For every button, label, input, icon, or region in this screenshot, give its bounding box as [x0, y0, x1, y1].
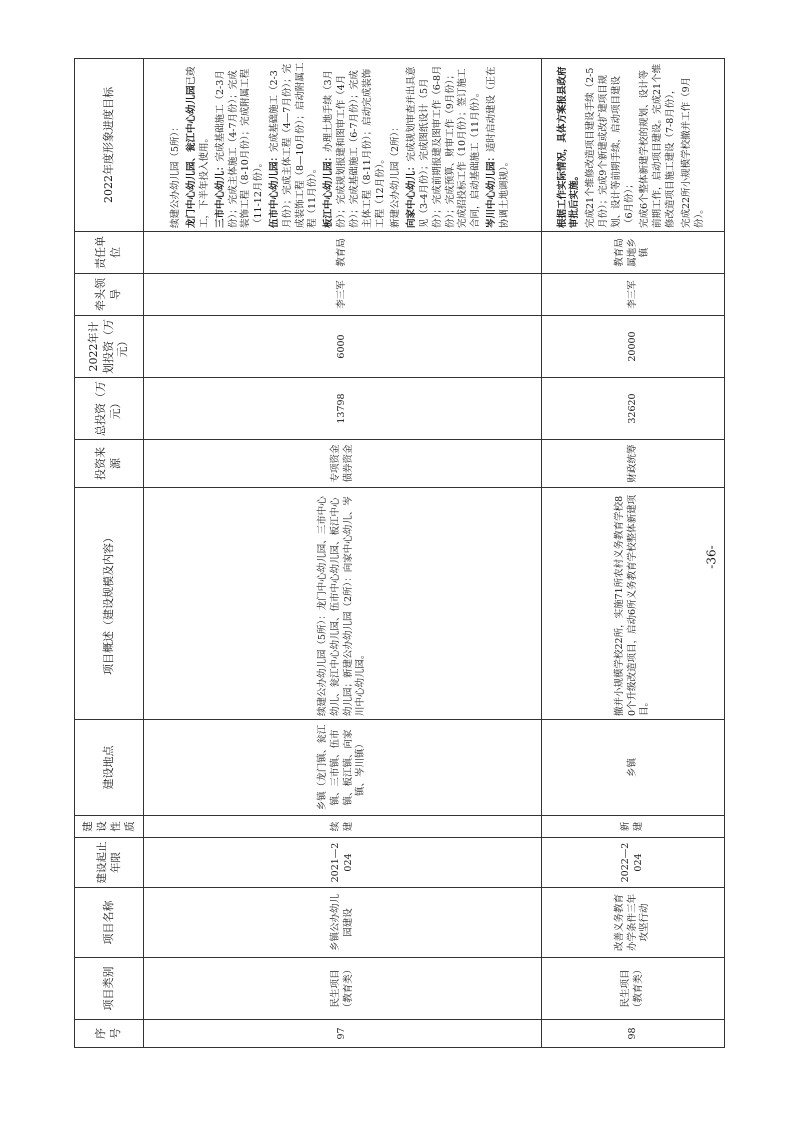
- cell-plan2022: 6000: [144, 316, 542, 378]
- target-line: 三市中心幼儿：完成基础施工（2-3月份）；完成主体施工（4-7月份）；完成装饰工程（8-10月份）；完成附属工程（11-12月份）。: [214, 68, 265, 228]
- cell-category: 民生项目（教育类）: [542, 958, 725, 1020]
- header-nature: 建设性质: [75, 816, 144, 838]
- target-line: 完成6个整体新建学校的规划、设计等前期工作，启动项目建设。完成21个维修改造项目施工建设（7-8月份），: [639, 63, 677, 228]
- cell-seq: 97: [144, 1020, 542, 1048]
- header-overview: 项目概述（建设规模及内容）: [75, 488, 144, 720]
- cell-target: [144, 59, 542, 232]
- cell-unit: 教育局: [144, 232, 542, 274]
- cell-source: 财政统筹: [542, 440, 725, 488]
- cell-leader: 李三军: [542, 274, 725, 316]
- project-table: [74, 58, 725, 1048]
- cell-period: 2021—2024: [144, 838, 542, 888]
- target-line: 向家中心幼儿：完成规划审查并出具意见（3-4月份）；完成图纸设计（5月份）；完成前期报建及图审工作（6-8月份）；完成预算、财审工作（9月份）；完成招投标工作（10月份）；签订施工合同，启动基础施工（11月份）。: [406, 65, 482, 228]
- cell-target: [542, 59, 725, 232]
- target-line: 岑川中心幼儿园：适时启动建设（正在协调土地调规）。: [486, 66, 510, 228]
- cell-location: 乡镇（龙门镇、瓮江镇、三市镇、伍市镇、板江镇、向家镇、岑川镇）: [144, 720, 542, 816]
- cell-name: 乡镇公办幼儿园建设: [144, 888, 542, 958]
- header-leader: 牵头领导: [75, 274, 144, 316]
- header-target: 2022年度形象进度目标: [75, 59, 144, 232]
- header-name: 项目名称: [75, 888, 144, 958]
- header-total: 总投资（万元）: [75, 378, 144, 440]
- cell-location: 乡镇: [542, 720, 725, 816]
- target-line: 根据工作实际情况，具体方案报县政府审批后实施。: [556, 66, 581, 228]
- cell-unit: 教育局属地乡镇: [542, 232, 725, 274]
- target-line: 龙门中心幼儿园、瓮江中心幼儿园已竣工，下半年投入使用。: [186, 66, 210, 228]
- cell-nature: 续建: [144, 816, 542, 838]
- table-header-row: [75, 59, 144, 1048]
- cell-source: 专项资金债券资金: [144, 440, 542, 488]
- cell-nature: 新建: [542, 816, 725, 838]
- target-line: 完成21个维修改造项目建设手续（2-5月份）；完成9个新建或改扩建项目规划、设计等前期手续，启动项目建设（6月份）；: [585, 67, 635, 228]
- cell-leader: 李三军: [144, 274, 542, 316]
- header-category: 项目类别: [75, 958, 144, 1020]
- target-line: 完成22所小规模学校撤并工作（9月份）。: [680, 76, 705, 228]
- target-line: 续建公办幼儿园（5所）：: [170, 122, 182, 228]
- header-period: 建设起止年限: [75, 838, 144, 888]
- target-line: 新建公办幼儿园（2所）：: [390, 122, 402, 228]
- cell-period: 2022—2024: [542, 838, 725, 888]
- cell-overview: 撤并小规模学校22所，实施71所农村义务教育学校80个升级改造项目，启动6所义务教育学校整体新建项目。: [542, 488, 725, 720]
- header-location: 建设地点: [75, 720, 144, 816]
- target-line: 板江中心幼儿园：办理土地手续（3月份）；完成规划报建和图审工作（4月份）；完成基础施工（6-7月份）；完成主体工程（8-11月份）；启动完成装饰工程（12月份）。: [323, 68, 386, 228]
- header-unit: 责任单位: [75, 232, 144, 274]
- target-line: 伍市中心幼儿园：完成基础施工（2-3月份）；完成主体工程（4—7月份）；完成装饰工程（8—10月份）；启动附属工程（11月份）。: [269, 62, 319, 228]
- rotated-table-sheet: [74, 59, 720, 1048]
- cell-name: 改善义务教育办学条件三年攻坚行动: [542, 888, 725, 958]
- page-number: -36-: [704, 545, 719, 569]
- cell-plan2022: 20000: [542, 316, 725, 378]
- cell-seq: 98: [542, 1020, 725, 1048]
- header-source: 投资来源: [75, 440, 144, 488]
- table-row: [144, 59, 542, 1048]
- cell-total: 32620: [542, 378, 725, 440]
- header-plan2022: 2022年计划投资（万元）: [75, 316, 144, 378]
- cell-overview: 续建公办幼儿园（5所）：龙门中心幼儿园、三市中心幼儿、瓮江中心幼儿园、伍市中心幼儿园、板江中心幼儿园；新建公办幼儿园（2所）：向家中心幼儿、岑川中心幼儿园。: [144, 488, 542, 720]
- table-row: [542, 59, 725, 1048]
- cell-category: 民生项目（教育类）: [144, 958, 542, 1020]
- cell-total: 13798: [144, 378, 542, 440]
- header-seq: 序号: [75, 1020, 144, 1048]
